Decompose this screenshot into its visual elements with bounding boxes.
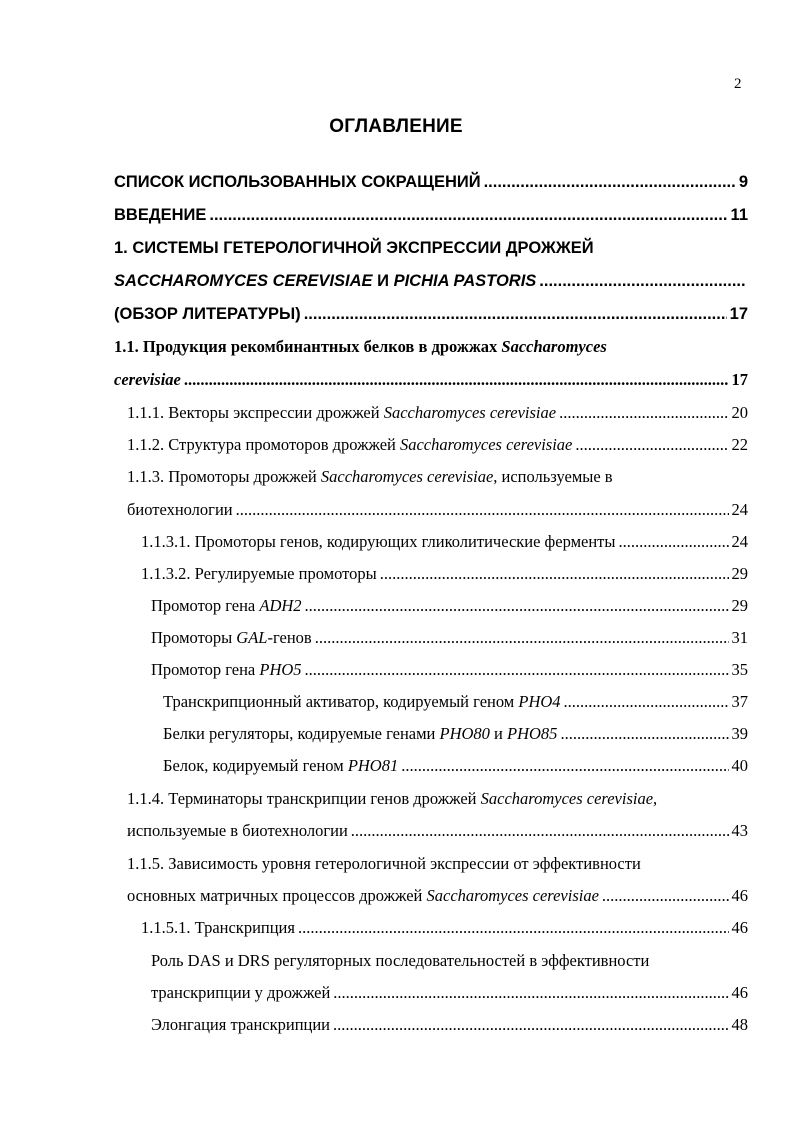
page-number: 2 [734,76,742,92]
toc-entry-text: 1.1.3.2. Регулируемые промоторы [141,564,377,583]
toc-entry-text-italic: cerevisiae [114,370,181,389]
toc-entry-text: Белки регуляторы, кодируемые генами [163,724,440,743]
toc-entry-text: ВВЕДЕНИЕ [114,206,207,224]
toc-page-number: 17 [729,305,748,323]
toc-entry-pho4[interactable] [163,686,748,718]
dot-leader [184,364,729,396]
toc-page-number: 46 [731,983,748,1002]
toc-entry-text: 1. СИСТЕМЫ ГЕТЕРОЛОГИЧНОЙ ЭКСПРЕССИИ ДРОЖЖЕЙ [114,239,594,257]
toc-entry-text-italic: Saccharomyces cerevisiae [320,467,494,486]
toc-entry-1-1-4-line2[interactable] [127,815,748,847]
toc-page-number: 20 [731,403,748,422]
toc-entry-text: 1.1.5.1. Транскрипция [141,918,295,937]
toc-entry-1-1-5-line1[interactable] [127,848,748,880]
toc-entry-text-italic: Saccharomyces cerevisiae [426,886,599,905]
toc-entry-elongation[interactable] [151,1009,748,1041]
toc-entry-1-1-line1[interactable] [114,331,748,363]
toc-entry-1-1-5-line2[interactable] [127,880,748,912]
toc-page-number: 35 [731,660,748,679]
toc-entry-text-italic: SACCHAROMYCES CEREVISIAE [114,272,373,290]
toc-page-number: 9 [738,173,748,191]
toc-entry-text: 1.1.1. Векторы экспрессии дрожжей [127,403,384,422]
toc-entry-text: транскрипции у дрожжей [151,983,331,1002]
toc-entry-abbreviations[interactable] [114,166,748,198]
toc-entry-pho81[interactable] [163,750,748,782]
toc-entry-text-italic: PICHIA PASTORIS [393,272,537,290]
dot-leader [304,298,727,330]
toc-entry-text-italic: GAL [236,628,268,647]
toc-entry-text-italic: PHO4 [518,692,561,711]
toc-entry-1-1-3-1[interactable] [141,526,748,558]
toc-page-number: 48 [731,1015,748,1034]
toc-entry-text-italic: Saccharomyces cerevisiae [383,403,557,422]
toc-page-number: 37 [731,692,748,711]
toc-entry-text: , используемые в [493,467,613,486]
dot-leader [602,880,729,912]
dot-leader [559,397,728,429]
toc-entry-adh2[interactable] [151,590,748,622]
toc-entry-introduction[interactable] [114,199,748,231]
dot-leader [618,526,728,558]
toc-page-number: 46 [731,886,748,905]
toc-entry-text-italic: PHO85 [507,724,558,743]
toc-entry-das-drs-line2[interactable] [151,977,748,1009]
toc-entry-text-italic: Saccharomyces cerevisiae [399,435,573,454]
toc-page-number: 46 [731,918,748,937]
dot-leader [315,622,729,654]
toc-entry-text: Транскрипционный активатор, кодируемый геном [163,692,519,711]
toc-entry-text: биотехнологии [127,500,233,519]
toc-entry-gal[interactable] [151,622,748,654]
dot-leader [484,166,736,198]
toc-entry-chapter1-line3[interactable] [114,298,748,330]
dot-leader [298,912,729,944]
toc-entry-text: 1.1. Продукция рекомбинантных белков в дрожжах [114,337,502,356]
toc-entry-1-1-3-2[interactable] [141,558,748,590]
toc-entry-text-italic: ADH2 [259,596,302,615]
toc-entry-text: Белок, кодируемый геном [163,756,348,775]
dot-leader [333,977,728,1009]
dot-leader [560,718,728,750]
toc-entry-text: 1.1.5. Зависимость уровня гетерологичной экспрессии от эффективности [127,854,641,873]
toc-page-number: 39 [731,724,748,743]
toc-entry-1-1-1[interactable] [127,397,748,429]
toc-page-number: 24 [731,532,748,551]
toc-entry-text: (ОБЗОР ЛИТЕРАТУРЫ) [114,305,301,323]
dot-leader [209,199,727,231]
toc-entry-pho5[interactable] [151,654,748,686]
dot-leader [539,265,745,297]
toc-entry-text: используемые в биотехнологии [127,821,348,840]
dot-leader [401,750,728,782]
toc-entry-1-1-3-line1[interactable] [127,461,748,493]
toc-page-number: 29 [731,596,748,615]
toc-entry-text: , [653,789,658,808]
dot-leader [351,815,729,847]
toc-entry-text: Роль DAS и DRS регуляторных последовательностей в эффективности [151,951,650,970]
toc-page-number: 40 [731,756,748,775]
toc-entry-text: Элонгация транскрипции [151,1015,331,1034]
toc-entry-1-1-4-line1[interactable] [127,783,748,815]
toc-entry-pho80-pho85[interactable] [163,718,748,750]
toc-entry-text: Промотор гена [151,660,260,679]
toc-entry-das-drs-line1[interactable] [151,945,748,977]
toc-entry-text: 1.1.3.1. Промоторы генов, кодирующих гликолитические ферменты [141,532,616,551]
toc-entry-1-1-5-1[interactable] [141,912,748,944]
toc-entry-text-italic: Saccharomyces cerevisiae [480,789,654,808]
toc-entry-1-1-3-line2[interactable] [127,494,748,526]
toc-page-number: 17 [731,370,748,389]
toc-entry-text: -генов [267,628,312,647]
dot-leader [305,590,729,622]
toc-page-number: 24 [731,500,748,519]
dot-leader [380,558,729,590]
toc-entry-text: 1.1.4. Терминаторы транскрипции генов дрожжей [127,789,481,808]
toc-page-number: 22 [731,435,748,454]
dot-leader [305,654,729,686]
toc-entry-text: и [489,724,508,743]
toc-page-number: 29 [731,564,748,583]
dot-leader [236,494,729,526]
toc-entry-text: основных матричных процессов дрожжей [127,886,427,905]
toc-entry-chapter1-line1[interactable] [114,232,748,264]
toc-entry-text-italic: PHO80 [439,724,490,743]
toc-entry-text: Промоторы [151,628,237,647]
toc-entry-text-italic: PHO5 [259,660,302,679]
toc-entry-text: 1.1.3. Промоторы дрожжей [127,467,321,486]
toc-entry-text: Промотор гена [151,596,260,615]
toc-entry-text: И [372,272,394,290]
toc-entry-text: СПИСОК ИСПОЛЬЗОВАННЫХ СОКРАЩЕНИЙ [114,173,481,191]
toc-page-number: 31 [731,628,748,647]
toc-entry-1-1-2[interactable] [127,429,748,461]
dot-leader [564,686,729,718]
toc-page-number: 11 [730,206,748,224]
dot-leader [333,1009,728,1041]
toc-entry-text: 1.1.2. Структура промоторов дрожжей [127,435,400,454]
toc-page-number: 43 [731,821,748,840]
toc-entry-text-italic: PHO81 [347,756,399,775]
dot-leader [575,429,728,461]
toc-entry-chapter1-line2[interactable] [114,265,748,297]
toc-entry-1-1-line2[interactable] [114,364,748,396]
toc-entry-text-italic: Saccharomyces [501,337,607,356]
page-title: ОГЛАВЛЕНИЕ [329,116,463,137]
